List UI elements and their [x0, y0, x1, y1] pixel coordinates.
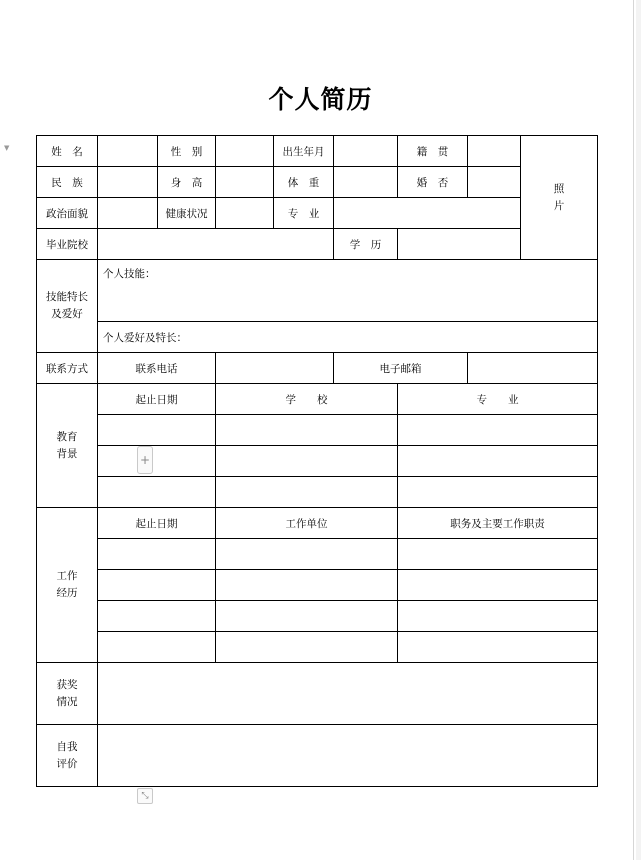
edu-major-cell[interactable]	[398, 415, 598, 446]
header-edu-period: 起止日期	[98, 384, 216, 415]
label-skills-section: 技能特长 及爱好	[37, 260, 98, 353]
label-weight: 体 重	[274, 167, 334, 198]
edu-school-cell[interactable]	[216, 477, 398, 508]
work-duty-cell[interactable]	[398, 570, 598, 601]
header-work-duty: 职务及主要工作职责	[398, 508, 598, 539]
header-work-period: 起止日期	[98, 508, 216, 539]
work-period-cell[interactable]	[98, 601, 216, 632]
work-period-cell[interactable]	[98, 539, 216, 570]
value-major[interactable]	[334, 198, 521, 229]
label-self-eval: 自我 评价	[37, 725, 98, 787]
value-awards[interactable]	[98, 663, 598, 725]
label-email: 电子邮箱	[334, 353, 468, 384]
value-ethnicity[interactable]	[98, 167, 158, 198]
value-native-place[interactable]	[468, 136, 521, 167]
page-shadow	[636, 0, 641, 860]
label-name: 姓 名	[37, 136, 98, 167]
value-health[interactable]	[216, 198, 274, 229]
label-political: 政治面貌	[37, 198, 98, 229]
page-title: 个人简历	[268, 85, 373, 114]
value-political[interactable]	[98, 198, 158, 229]
label-contact: 联系方式	[37, 353, 98, 384]
label-birth: 出生年月	[274, 136, 334, 167]
label-marital: 婚 否	[398, 167, 468, 198]
header-edu-school: 学 校	[216, 384, 398, 415]
value-weight[interactable]	[334, 167, 398, 198]
resize-icon[interactable]: ⤡	[137, 788, 153, 804]
label-school: 毕业院校	[37, 229, 98, 260]
photo-cell[interactable]	[521, 136, 598, 260]
label-gender: 性 别	[158, 136, 216, 167]
value-email[interactable]	[468, 353, 598, 384]
edu-major-cell[interactable]	[398, 446, 598, 477]
label-height: 身 高	[158, 167, 216, 198]
header-work-company: 工作单位	[216, 508, 398, 539]
label-education: 教育 背景	[37, 384, 98, 508]
value-name[interactable]	[98, 136, 158, 167]
edu-major-cell[interactable]	[398, 477, 598, 508]
edu-period-cell[interactable]	[98, 446, 216, 477]
work-duty-cell[interactable]	[398, 601, 598, 632]
field-hobbies[interactable]: 个人爱好及特长：	[98, 322, 598, 353]
edu-period-cell[interactable]	[98, 477, 216, 508]
value-gender[interactable]	[216, 136, 274, 167]
edu-period-cell[interactable]	[98, 415, 216, 446]
label-work: 工作 经历	[37, 508, 98, 663]
edu-school-cell[interactable]	[216, 415, 398, 446]
work-company-cell[interactable]	[216, 601, 398, 632]
label-photo: 照 片	[553, 182, 565, 212]
work-company-cell[interactable]	[216, 539, 398, 570]
label-awards: 获奖 情况	[37, 663, 98, 725]
label-major: 专 业	[274, 198, 334, 229]
page-edge	[633, 0, 634, 860]
label-phone: 联系电话	[98, 353, 216, 384]
header-edu-major: 专 业	[398, 384, 598, 415]
work-period-cell[interactable]	[98, 570, 216, 601]
value-birth[interactable]	[334, 136, 398, 167]
value-phone[interactable]	[216, 353, 334, 384]
resume-table	[36, 135, 598, 787]
field-personal-skills[interactable]: 个人技能：	[98, 260, 598, 322]
work-company-cell[interactable]	[216, 632, 398, 663]
value-self-eval[interactable]	[98, 725, 598, 787]
work-duty-cell[interactable]	[398, 539, 598, 570]
value-school[interactable]	[98, 229, 334, 260]
edu-school-cell[interactable]	[216, 446, 398, 477]
triangle-down-icon: ▼	[4, 144, 10, 152]
work-duty-cell[interactable]	[398, 632, 598, 663]
label-ethnicity: 民 族	[37, 167, 98, 198]
value-height[interactable]	[216, 167, 274, 198]
work-company-cell[interactable]	[216, 570, 398, 601]
value-degree[interactable]	[398, 229, 521, 260]
label-health: 健康状况	[158, 198, 216, 229]
label-degree: 学 历	[334, 229, 398, 260]
value-marital[interactable]	[468, 167, 521, 198]
label-native-place: 籍 贯	[398, 136, 468, 167]
plus-icon[interactable]: +	[137, 446, 153, 474]
work-period-cell[interactable]	[98, 632, 216, 663]
